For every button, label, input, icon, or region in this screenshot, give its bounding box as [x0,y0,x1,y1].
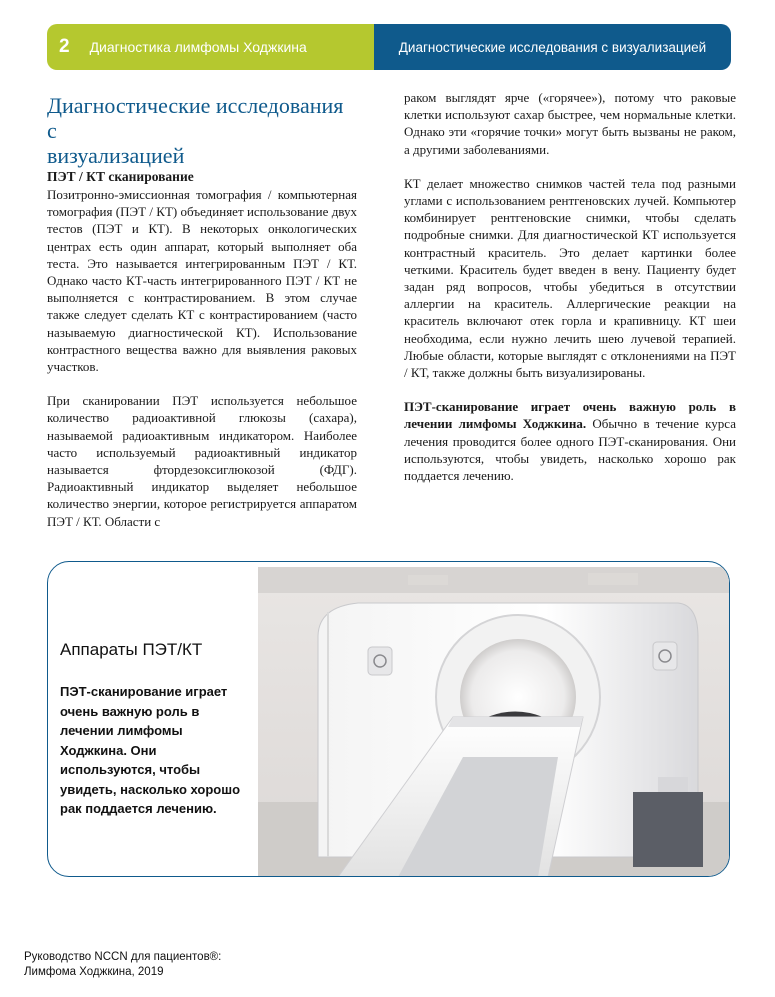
right-column [404,89,736,484]
callout-title: Аппараты ПЭТ/КТ [60,640,203,659]
pet-ct-scanner-photo [258,567,730,877]
footer [24,950,221,980]
paragraph: раком выглядят ярче («горячее»), потому что раковые клетки используют сахар быстрее, чем нормальные клетки. Однако эти «горячие точки» могут быть вызваны не раком, а другими заболеваниями. [404,90,736,157]
footer-line1: Руководство NCCN для пациентов®: [24,951,222,963]
bold-statement: ПЭТ-сканирование играет очень важную роль в лечении лимфомы Ходжкина. [404,399,736,432]
left-column [47,93,357,530]
page-heading-line1: Диагностические исследования с [47,93,344,143]
section-title: Диагностика лимфомы Ходжкина [89,39,307,55]
subheading: ПЭТ / КТ сканирование [47,169,194,184]
callout-box [47,561,730,877]
paragraph: При сканировании ПЭТ используется небольшое количество радиоактивной глюкозы (сахара), называемой радиоактивным индикатором. Наиболее часто используемый радиоактивный индикатор называется фтордезоксиглюкозой (ФДГ). Радиоактивный индикатор выделяет небольшое количество энергии, которое регистрируется аппаратом ПЭТ / КТ. Области с [47,393,357,529]
paragraph: КТ делает множество снимков частей тела под разными углами с использованием рентгеновских лучей. Компьютер комбинирует рентгеновские снимки, чтобы сделать подробные снимки. Для диагностической КТ используется контрастный краситель. Это делает картинки более четкими. Краситель будет введен в вену. Пациенту будет задан ряд вопросов, чтобы убедиться в отсутствии аллергии на краситель. Аллергические реакции на краситель включают отек горла и крапивницу. КТ шеи необходима, если нужно лечить шею лучевой терапией. Любые области, которые выглядят с отклонениями на ПЭТ / КТ, также должны быть визуализированы. [404,175,736,381]
page-number: 2 [59,36,70,57]
callout-body: ПЭТ-сканирование играет очень важную роль в лечении лимфомы Ходжкина. Они используются, чтобы увидеть, насколько хорошо рак поддается лечению. [60,684,241,816]
header-section [47,24,374,70]
footer-line2: Лимфома Ходжкина, 2019 [24,966,164,978]
page-header [47,24,731,70]
page-heading [47,93,357,168]
paragraph: Позитронно-эмиссионная томография / компьютерная томография (ПЭТ / КТ) объединяет использование двух тестов (ПЭТ и КТ). В некоторых онкологических центрах есть один аппарат, который выполняет оба теста. Это называется интегрированным ПЭТ / КТ. Однако часто КТ-часть интегрированного ПЭТ / КТ не выполняется с контрастированием. В этом случае также следует сделать КТ с контрастированием (часто называемую диагностической КТ). Использование контрастного вещества важно для выявления раковых участков. [47,187,357,375]
paragraph [404,398,736,484]
callout-text [60,640,250,819]
header-subsection [374,24,731,70]
subsection-title: Диагностические исследования с визуализацией [398,39,707,55]
page-heading-line2: визуализацией [47,143,185,168]
paragraph-rest: Обычно в течение курса лечения проводится более одного ПЭТ-сканирования. Они используются, чтобы увидеть, насколько хорошо рак поддается лечению. [404,416,736,484]
